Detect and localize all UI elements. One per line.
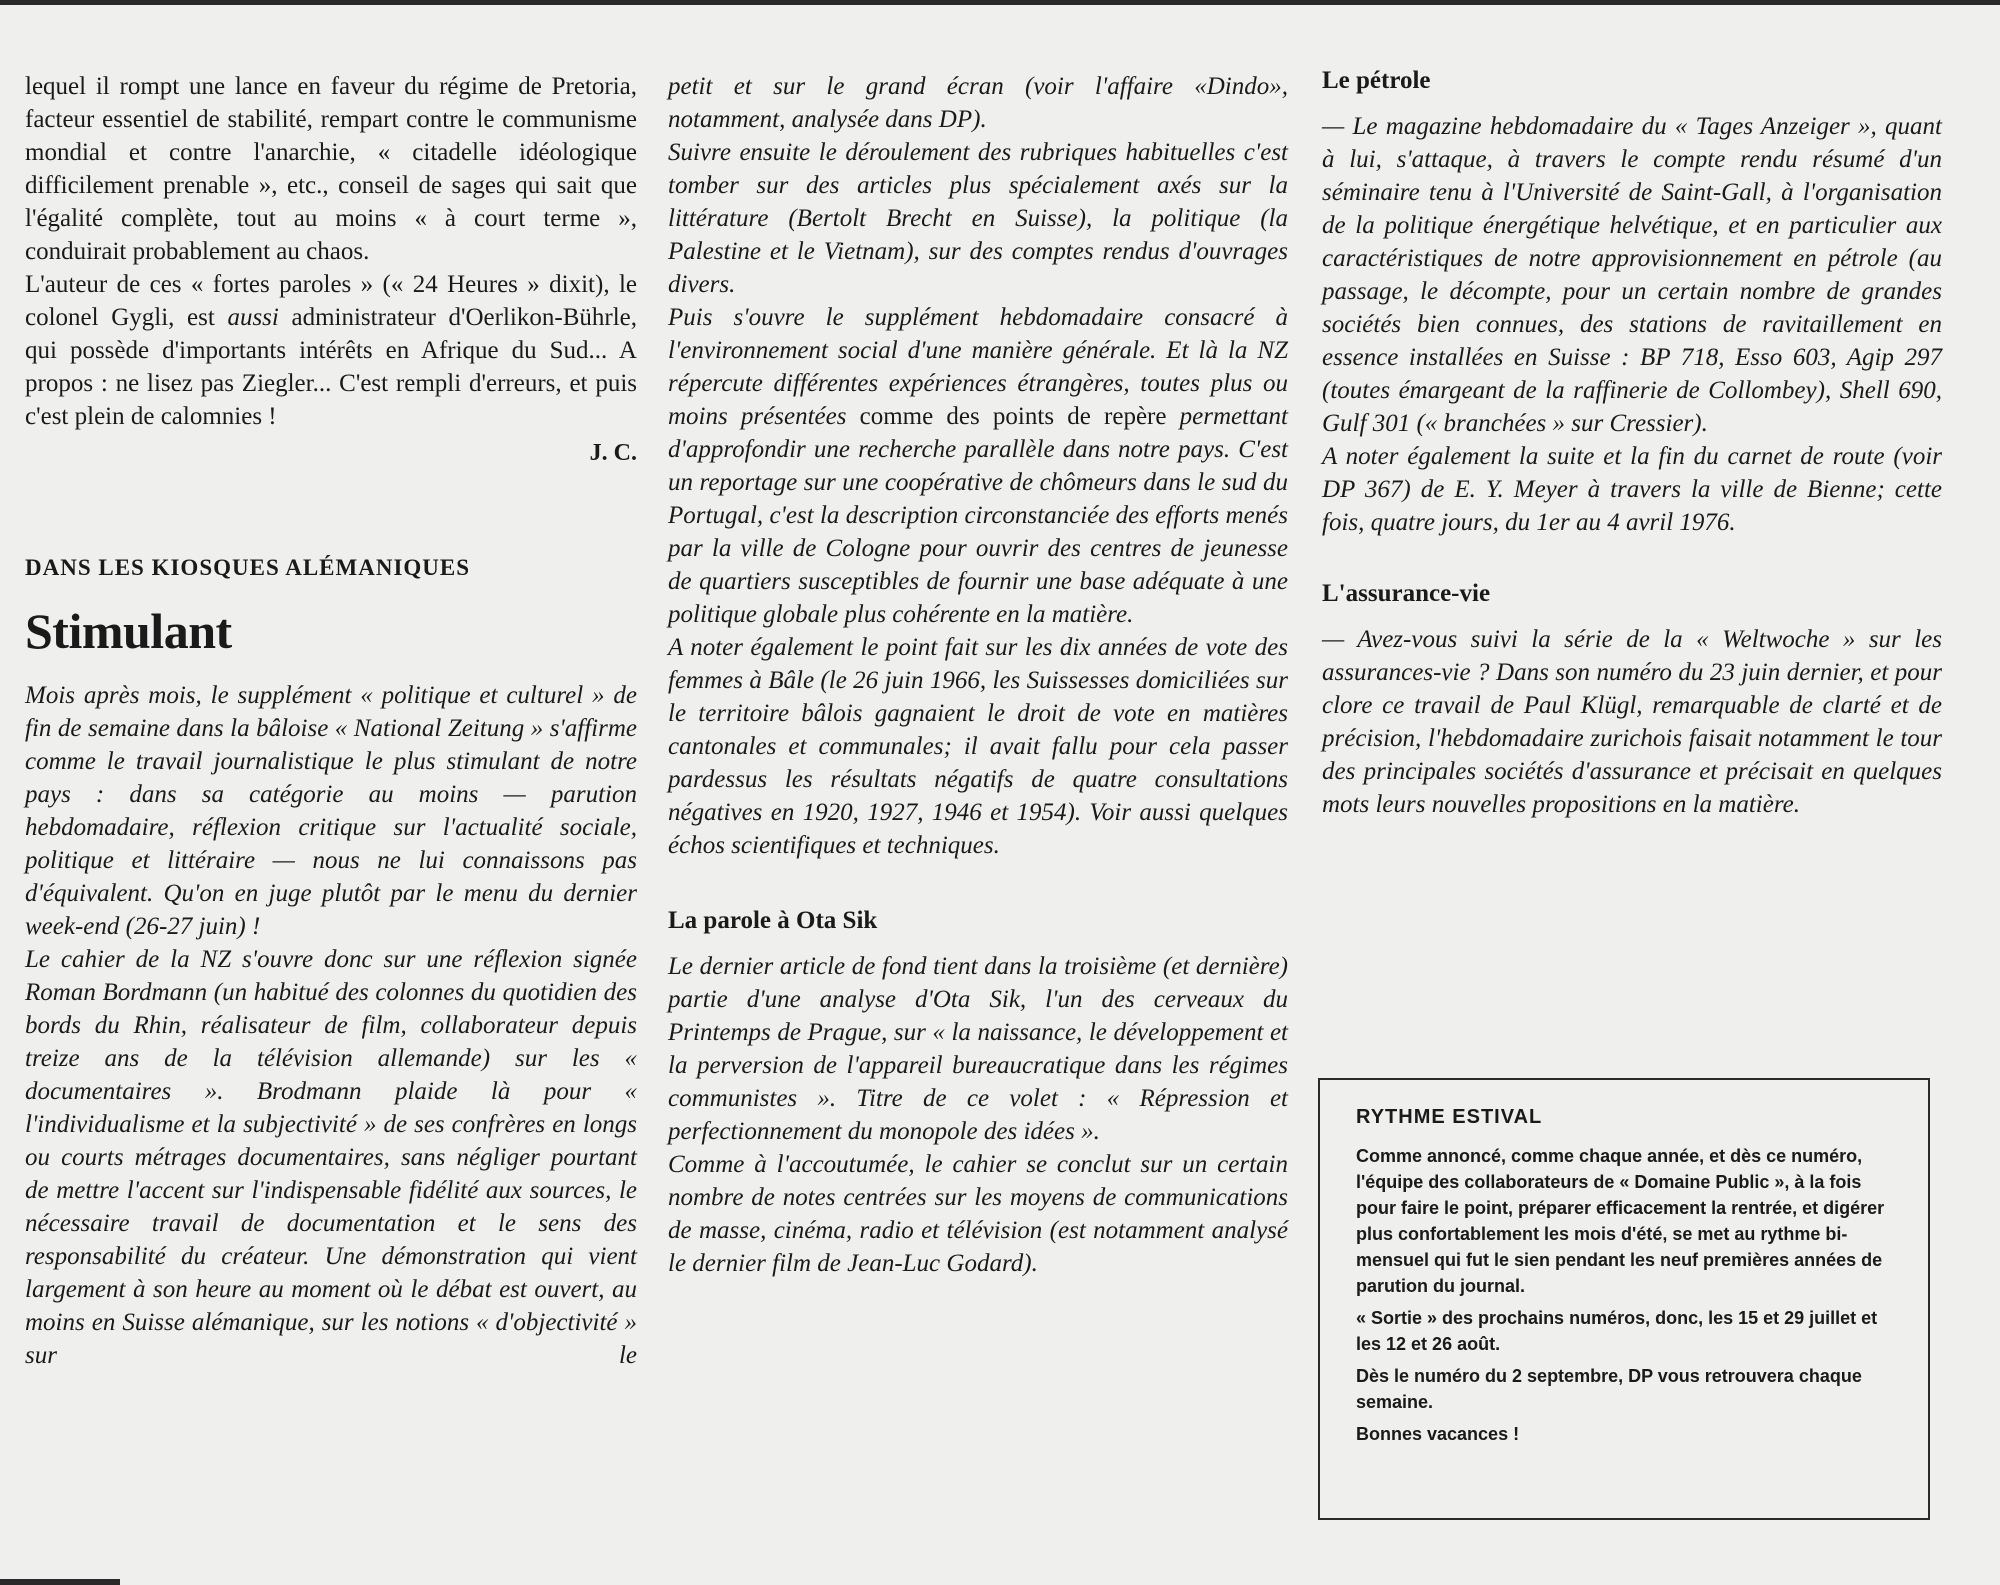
article-paragraph: Suivre ensuite le déroulement des rubriques habituelles c'est tomber sur des articles plus spécialement axés sur la littérature (Bertolt Brecht en Suisse), la politique (la Palestine et le Vietnam), sur des comptes rendus d'ouvrages divers. (668, 139, 1288, 298)
notice-box (1318, 1078, 1930, 1520)
text-run: Puis s'ouvre le supplément hebdomadaire consacré à l'environnement social d'une manière générale. Et là la NZ répercute différentes expériences étrangères, toutes plus ou moins présentées (668, 304, 1288, 430)
author-signature: J. C. (589, 440, 637, 466)
article-paragraph: — Le magazine hebdomadaire du « Tages Anzeiger », quant à lui, s'attaque, à travers le compte rendu résumé d'un séminaire tenu à l'Université de Saint-Gall, à l'organisation de la politique énergétique helvétique, et en particulier aux caractéristiques de notre approvisionnement en pétrole (au passage, le décompte, pour un certain nombre de grandes sociétés bien connues, des stations de ravitaillement en essence installées en Suisse : BP 718, Esso 603, Agip 297 (toutes émargeant de la raffinerie de Collombey), Shell 690, Gulf 301 (« branchées » sur Cressier). (1322, 113, 1942, 437)
column-middle (668, 70, 1288, 1280)
text-run: administrateur d'Oerlikon-Bührle, qui possède d'importants intérêts en Afrique du Sud... A propos : ne lisez pas Ziegler... C'est rempli d'erreurs, et puis c'est plein de calomnies ! (25, 304, 637, 430)
article-paragraph (25, 268, 637, 433)
article-paragraph (668, 301, 1288, 631)
notice-paragraph: Dès le numéro du 2 septembre, DP vous retrouvera chaque semaine. (1356, 1366, 1862, 1412)
section-heading: Le pétrole (1322, 67, 1431, 94)
notice-paragraph: « Sortie » des prochains numéros, donc, les 15 et 29 juillet et les 12 et 26 août. (1356, 1308, 1878, 1354)
text-run: permettant d'approfondir une recherche parallèle dans notre pays. C'est un reportage sur une coopérative de chômeurs dans le sud du Portugal, c'est la description circonstanciée des efforts menés par la ville de Cologne pour ouvrir des centres de jeunesse de quartiers susceptibles de fournir une base adéquate à une politique globale plus cohérente en la matière. (668, 403, 1288, 628)
emphasis-text: aussi (227, 304, 279, 331)
article-paragraph: petit et sur le grand écran (voir l'affaire «Dindo», notamment, analysée dans DP). (668, 73, 1288, 133)
section-kicker: DANS LES KIOSQUES ALÉMANIQUES (25, 555, 471, 580)
article-paragraph: Le dernier article de fond tient dans la troisième (et dernière) partie d'une analyse d'Ota Sik, l'un des cerveaux du Printemps de Prague, sur « la naissance, le développement et la perversion de l'appareil bureaucratique dans les régimes communistes ». Titre de ce volet : « Répression et perfectionnement du monopole des idées ». (668, 953, 1288, 1145)
column-right (1322, 67, 1942, 821)
text-run: L'auteur de ces « fortes paroles » (« 24 Heures » dixit), le colonel Gygli, est (25, 271, 637, 331)
article-paragraph: A noter également la suite et la fin du carnet de route (voir DP 367) de E. Y. Meyer à travers la ville de Bienne; cette fois, quatre jours, du 1er au 4 avril 1976. (1322, 443, 1942, 536)
article-paragraph: lequel il rompt une lance en faveur du régime de Pretoria, facteur essentiel de stabilité, rempart contre le communisme mondial et contre l'anarchie, « citadelle idéologique difficilement prenable », etc., conseil de sages qui sait que l'égalité complète, tout au moins « à court terme », conduirait probablement au chaos. (25, 73, 637, 265)
article-paragraph: Le cahier de la NZ s'ouvre donc sur une réflexion signée Roman Bordmann (un habitué des colonnes du quotidien des bords du Rhin, réalisateur de film, collaborateur depuis treize ans de la télévision allemande) sur les « documentaires ». Brodmann plaide là pour « l'individualisme et la subjectivité » de ses confrères en longs ou courts métrages documentaires, sans négliger pourtant de mettre l'accent sur l'indispensable fidélité aux sources, le nécessaire travail de documentation et le sens des responsabilité du créateur. Une démonstration qui vient largement à son heure au moment où le débat est ouvert, au moins en Suisse alémanique, sur les notions « d'objectivité » sur le (25, 946, 637, 1369)
section-heading: L'assurance-vie (1322, 580, 1491, 607)
article-paragraph: — Avez-vous suivi la série de la « Weltwoche » sur les assurances-vie ? Dans son numéro du 23 juin dernier, et pour clore ce travail de Paul Klügl, remarquable de clarté et de précision, l'hebdomadaire zurichois faisait notamment le tour des principales sociétés d'assurance et précisait en quelques mots leurs nouvelles propositions en la matière. (1322, 626, 1942, 818)
notice-paragraph: Bonnes vacances ! (1356, 1424, 1520, 1444)
bottom-rule (0, 1579, 120, 1585)
notice-title: RYTHME ESTIVAL (1356, 1106, 1543, 1128)
column-left (25, 70, 637, 1372)
article-paragraph: A noter également le point fait sur les dix années de vote des femmes à Bâle (le 26 juin 1966, les Suissesses domiciliées sur le territoire bâlois gagnaient le droit de vote en matières cantonales et communales; il avait fallu pour cela passer pardessus les résultats négatifs de quatre consultations négatives en 1920, 1927, 1946 et 1954). Voir aussi quelques échos scientifiques et techniques. (668, 634, 1288, 859)
article-paragraph: Comme à l'accoutumée, le cahier se conclut sur un certain nombre de notes centrées sur les moyens de communications de masse, cinéma, radio et télévision (est notamment analysé le dernier film de Jean-Luc Godard). (668, 1151, 1288, 1277)
article-paragraph: Mois après mois, le supplément « politique et culturel » de fin de semaine dans la bâloise « National Zeitung » s'affirme comme le travail journalistique le plus stimulant de notre pays : dans sa catégorie au moins — parution hebdomadaire, réflexion critique sur l'actualité sociale, politique et littéraire — nous ne lui connaissons pas d'équivalent. Qu'on en juge plutôt par le menu du dernier week-end (26-27 juin) ! (25, 682, 637, 940)
section-heading: La parole à Ota Sik (668, 907, 878, 934)
article-title: Stimulant (25, 603, 232, 659)
roman-text: comme des points de repère (859, 403, 1167, 430)
notice-paragraph: Comme annoncé, comme chaque année, et dès ce numéro, l'équipe des collaborateurs de « Domaine Public », à la fois pour faire le point, préparer efficacement la rentrée, et digérer plus confortablement les mois d'été, se met au rythme bi-mensuel qui fut le sien pendant les neuf premières années de parution du journal. (1356, 1146, 1885, 1296)
top-rule (0, 0, 2000, 5)
